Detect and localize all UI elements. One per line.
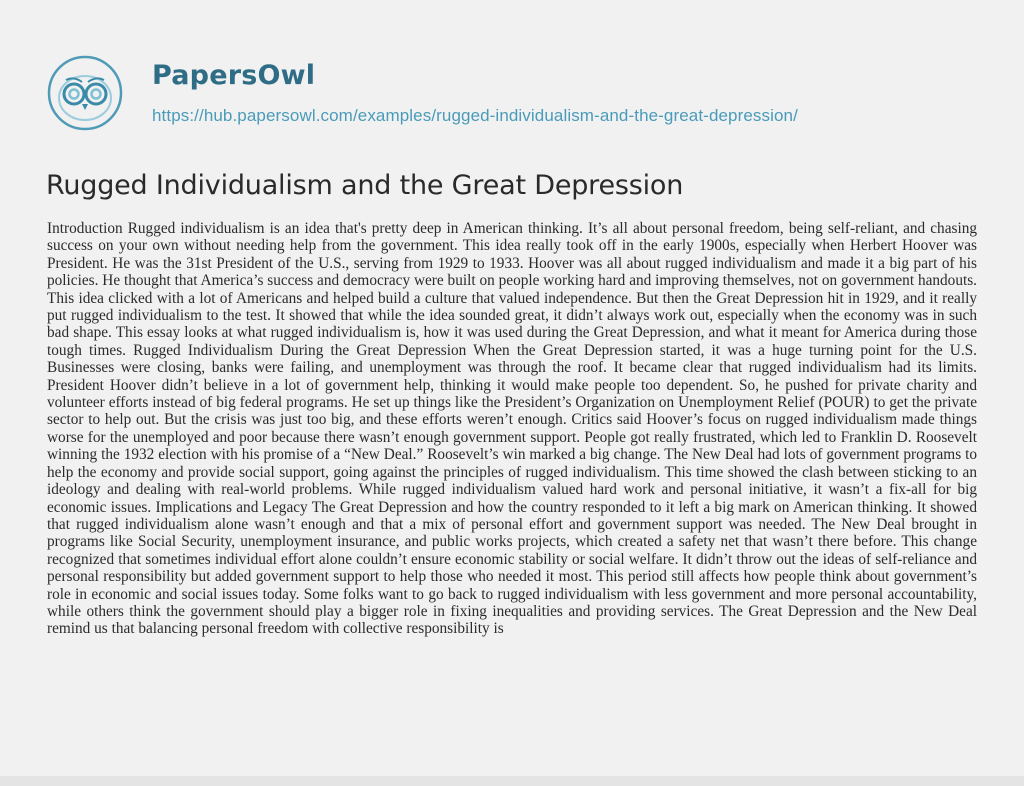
site-header	[46, 54, 798, 132]
brand-name: PapersOwl	[152, 60, 316, 91]
page-title: Rugged Individualism and the Great Depression	[46, 170, 684, 201]
article-body: Introduction Rugged individualism is an idea that's pretty deep in American thinking. It’s all about personal freedom, being self-reliant, and chasing success on your own without needing help from the government. This idea really took off in the early 1900s, especially when Herbert Hoover was President. He was the 31st President of the U.S., serving from 1929 to 1933. Hoover was all about rugged individualism and made it a big part of his policies. He thought that America’s success and democracy were built on people working hard and improving themselves, not on government handouts. This idea clicked with a lot of Americans and helped build a culture that valued independence. But then the Great Depression hit in 1929, and it really put rugged individualism to the test. It showed that while the idea sounded great, it didn’t always work out, especially when the economy was in such bad shape. This essay looks at what rugged individualism is, how it was used during the Great Depression, and what it meant for America during those tough times. Rugged Individualism During the Great Depression When the Great Depression started, it was a huge turning point for the U.S. Businesses were closing, banks were failing, and unemployment was through the roof. It became clear that rugged individualism had its limits. President Hoover didn’t believe in a lot of government help, thinking it would make people too dependent. So, he pushed for private charity and volunteer efforts instead of big federal programs. He set up things like the President’s Organization on Unemployment Relief (POUR) to get the private sector to help out. But the crisis was just too big, and these efforts weren’t enough. Critics said Hoover’s focus on rugged individualism made things worse for the unemployed and poor because there wasn’t enough government support. People got really frustrated, which led to Franklin D. Roosevelt winning the 1932 election with his promise of a “New Deal.” Roosevelt’s win marked a big change. The New Deal had lots of government programs to help the economy and provide social support, going against the principles of rugged individualism. This time showed the clash between sticking to an ideology and dealing with real-world problems. While rugged individualism valued hard work and personal initiative, it wasn’t a fix-all for big economic issues. Implications and Legacy The Great Depression and how the country responded to it left a big mark on American thinking. It showed that rugged individualism alone wasn’t enough and that a mix of personal effort and government support was needed. The New Deal brought in programs like Social Security, unemployment insurance, and public works projects, which created a safety net that wasn’t there before. This change recognized that sometimes individual effort alone couldn’t ensure economic stability or social welfare. It didn’t throw out the ideas of self-reliance and personal responsibility but added government support to help those who needed it most. This period still affects how people think about government’s role in economic and social issues today. Some folks want to go back to rugged individualism with less government and more personal accountability, while others think the government should play a bigger role in fixing inequalities and providing services. The Great Depression and the New Deal remind us that balancing personal freedom with collective responsibility is	[47, 220, 977, 638]
source-url-link[interactable]: https://hub.papersowl.com/examples/rugged-individualism-and-the-great-depression/	[152, 106, 798, 125]
brand-block	[152, 60, 798, 126]
owl-logo-icon	[46, 54, 124, 132]
